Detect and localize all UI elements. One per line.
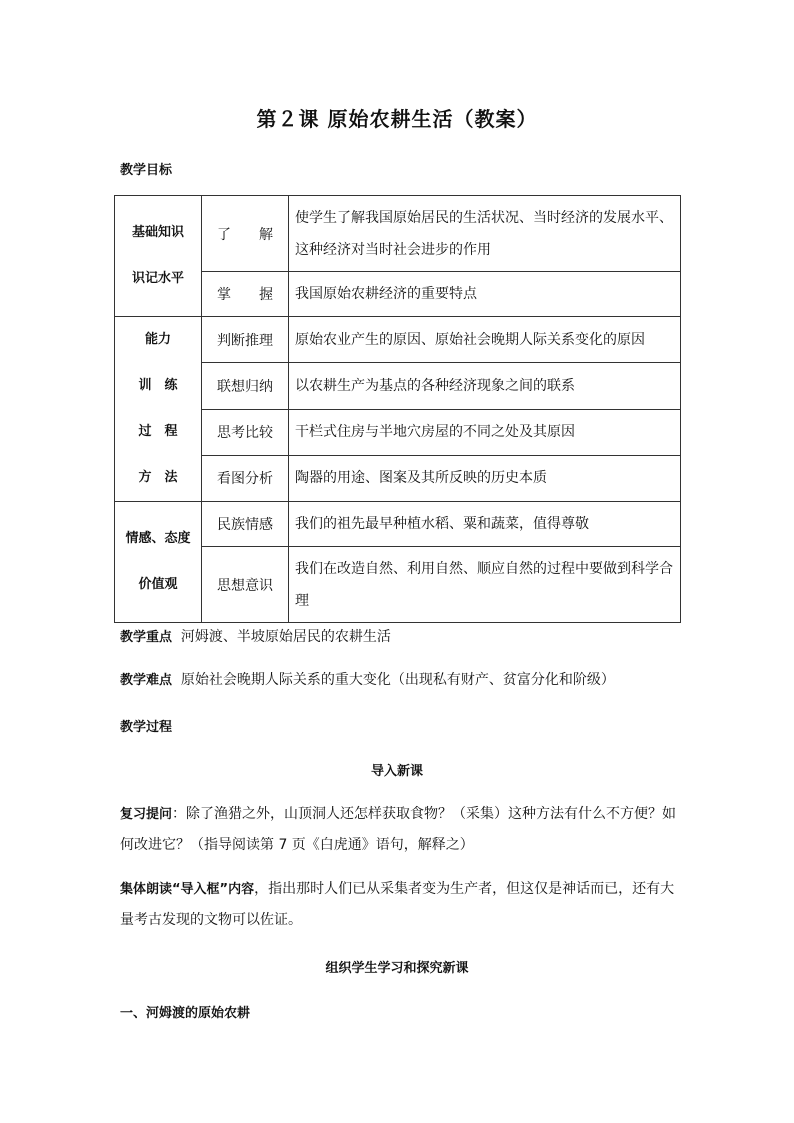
objectives-table [114,195,681,623]
description-cell: 我们的祖先最早种植水稻、粟和蔬菜，值得尊敬 [289,502,681,547]
table-row [115,502,681,547]
difficulty-text: 原始社会晚期人际关系的重大变化（出现私有财产、贫富分化和阶级） [180,672,615,688]
description-cell: 我国原始农耕经济的重要特点 [289,272,681,317]
subcategory-cell: 思考比较 [202,409,289,455]
description-cell: 我们在改造自然、利用自然、顺应自然的过程中要做到科学合理 [289,547,681,623]
description-cell: 以农耕生产为基点的各种经济现象之间的联系 [289,363,681,409]
key-points-text: 河姆渡、半坡原始居民的农耕生活 [180,629,391,645]
subcategory-cell: 民族情感 [202,502,289,547]
description-cell: 原始农业产生的原因、原始社会晚期人际关系变化的原因 [289,317,681,363]
objectives-heading: 教学目标 [120,163,173,178]
review-paragraph [120,799,680,860]
intro-heading: 导入新课 [370,764,423,779]
subcategory-cell: 联想归纳 [202,363,289,409]
reading-label: 集体朗读“导入框”内容 [120,882,255,897]
subcategory-cell: 掌 握 [202,272,289,317]
subcategory-cell: 判断推理 [202,317,289,363]
reading-paragraph [120,874,680,935]
subcategory-cell: 了 解 [202,196,289,272]
process-heading: 教学过程 [120,720,173,735]
table-row [115,196,681,272]
organize-heading: 组织学生学习和探究新课 [325,961,469,976]
table-row [115,317,681,363]
subcategory-cell: 看图分析 [202,455,289,501]
reading-text: ，指出那时人们已从采集者变为生产者，但这仅是神话而已，还有大量考古发现的文物可以佐证。 [120,881,675,928]
category-cell-basic: 基础知识 识记水平 [115,196,202,317]
key-points-line [120,622,680,653]
subcategory-cell: 思想意识 [202,547,289,623]
category-cell-attitude: 情感、态度 价值观 [115,502,202,623]
difficulty-label: 教学难点 [120,673,173,688]
category-cell-ability: 能力 训 练 过 程 方 法 [115,317,202,502]
review-label: 复习提问 [120,807,173,822]
description-cell: 干栏式住房与半地穴房屋的不同之处及其原因 [289,409,681,455]
key-points-label: 教学重点 [120,630,173,645]
document-title: 第２课 原始农耕生活（教案） [256,107,538,131]
section-1-heading: 一、河姆渡的原始农耕 [120,1006,251,1021]
description-cell: 使学生了解我国原始居民的生活状况、当时经济的发展水平、这种经济对当时社会进步的作用 [289,196,681,272]
difficulty-line [120,665,680,696]
review-text: ：除了渔猎之外，山顶洞人还怎样获取食物？（采集）这种方法有什么不方便？如何改进它？（指导阅读第 7 页《白虎通》语句，解释之） [120,806,677,853]
description-cell: 陶器的用途、图案及其所反映的历史本质 [289,455,681,501]
